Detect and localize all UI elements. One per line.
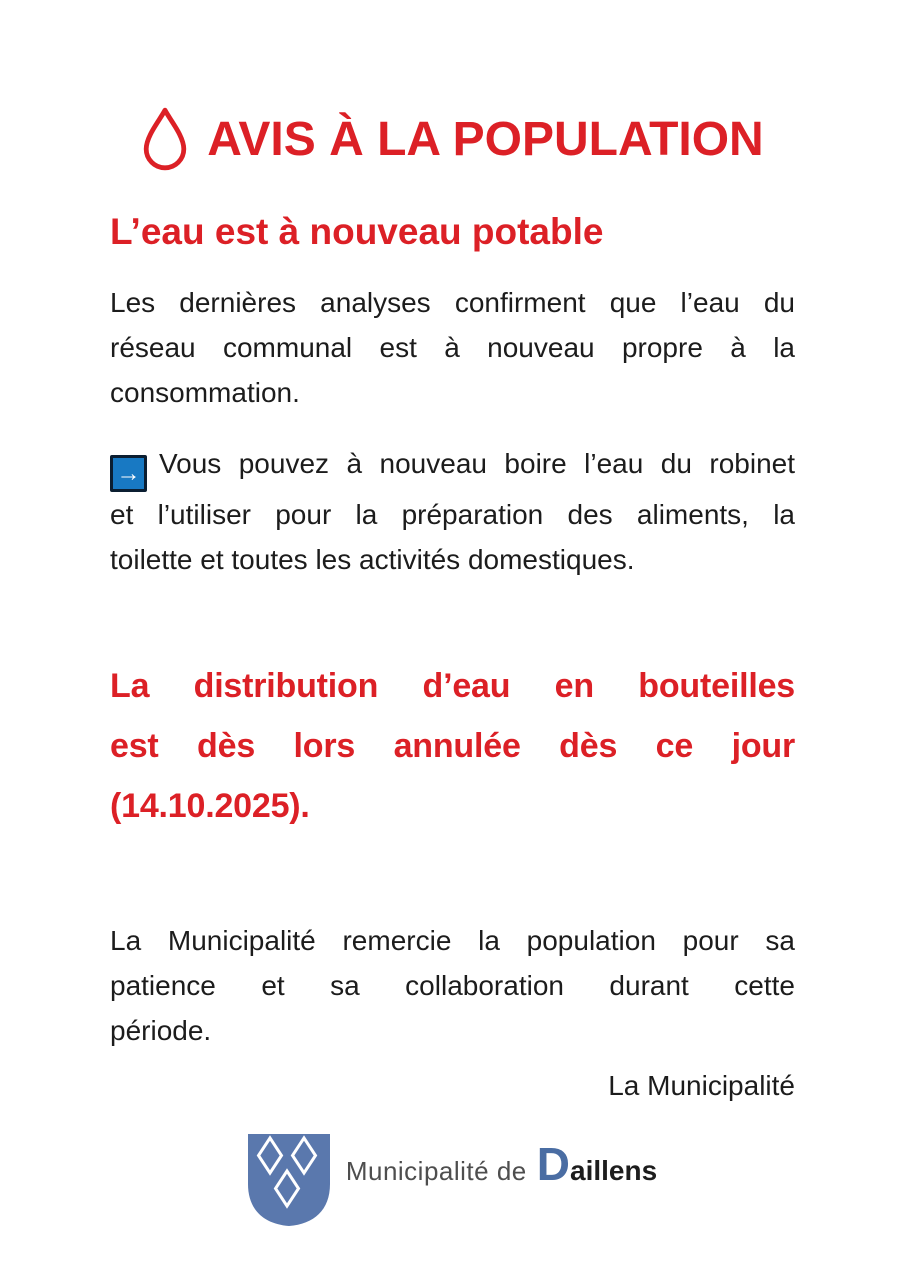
highlight-statement: [110, 656, 795, 836]
paragraph-line: [110, 441, 795, 492]
page-title: AVIS À LA POPULATION: [207, 112, 764, 166]
right-arrow-icon: →: [110, 455, 147, 492]
logo-prefix: Municipalité de: [345, 1156, 527, 1186]
paragraph-line: La Municipalité remercie la population pour sa: [110, 925, 795, 956]
logo-wordmark: [345, 1138, 658, 1190]
highlight-line: est dès lors annulée dès ce jour: [110, 727, 795, 765]
notice-subtitle: L’eau est à nouveau potable: [110, 211, 604, 252]
logo-rest: aillens: [570, 1155, 658, 1186]
notice-content: [110, 0, 795, 1226]
paragraph-line: et l’utiliser pour la préparation des aliments, la: [110, 499, 795, 530]
paragraph-thanks: [110, 918, 795, 1053]
paragraph-line: consommation.: [110, 377, 300, 408]
paragraph-line: patience et sa collaboration durant cette: [110, 970, 795, 1001]
paragraph-line: réseau communal est à nouveau propre à la: [110, 332, 795, 363]
highlight-line: (14.10.2025).: [110, 787, 310, 825]
shield-icon: [248, 1134, 330, 1226]
paragraph-text: Vous pouvez à nouveau boire l’eau du robinet: [159, 448, 795, 479]
paragraph-line: période.: [110, 1015, 212, 1046]
paragraph-analyses: [110, 280, 795, 415]
logo-initial: D: [536, 1138, 570, 1190]
signature: La Municipalité: [608, 1070, 795, 1101]
water-drop-icon: [141, 106, 189, 172]
paragraph-line: Les dernières analyses confirment que l’eau du: [110, 287, 795, 318]
title-row: [110, 0, 795, 172]
highlight-line: La distribution d’eau en bouteilles: [110, 667, 795, 705]
paragraph-instructions: [110, 441, 795, 582]
paragraph-line: toilette et toutes les activités domestiques.: [110, 544, 635, 575]
municipality-logo: [110, 1134, 795, 1226]
